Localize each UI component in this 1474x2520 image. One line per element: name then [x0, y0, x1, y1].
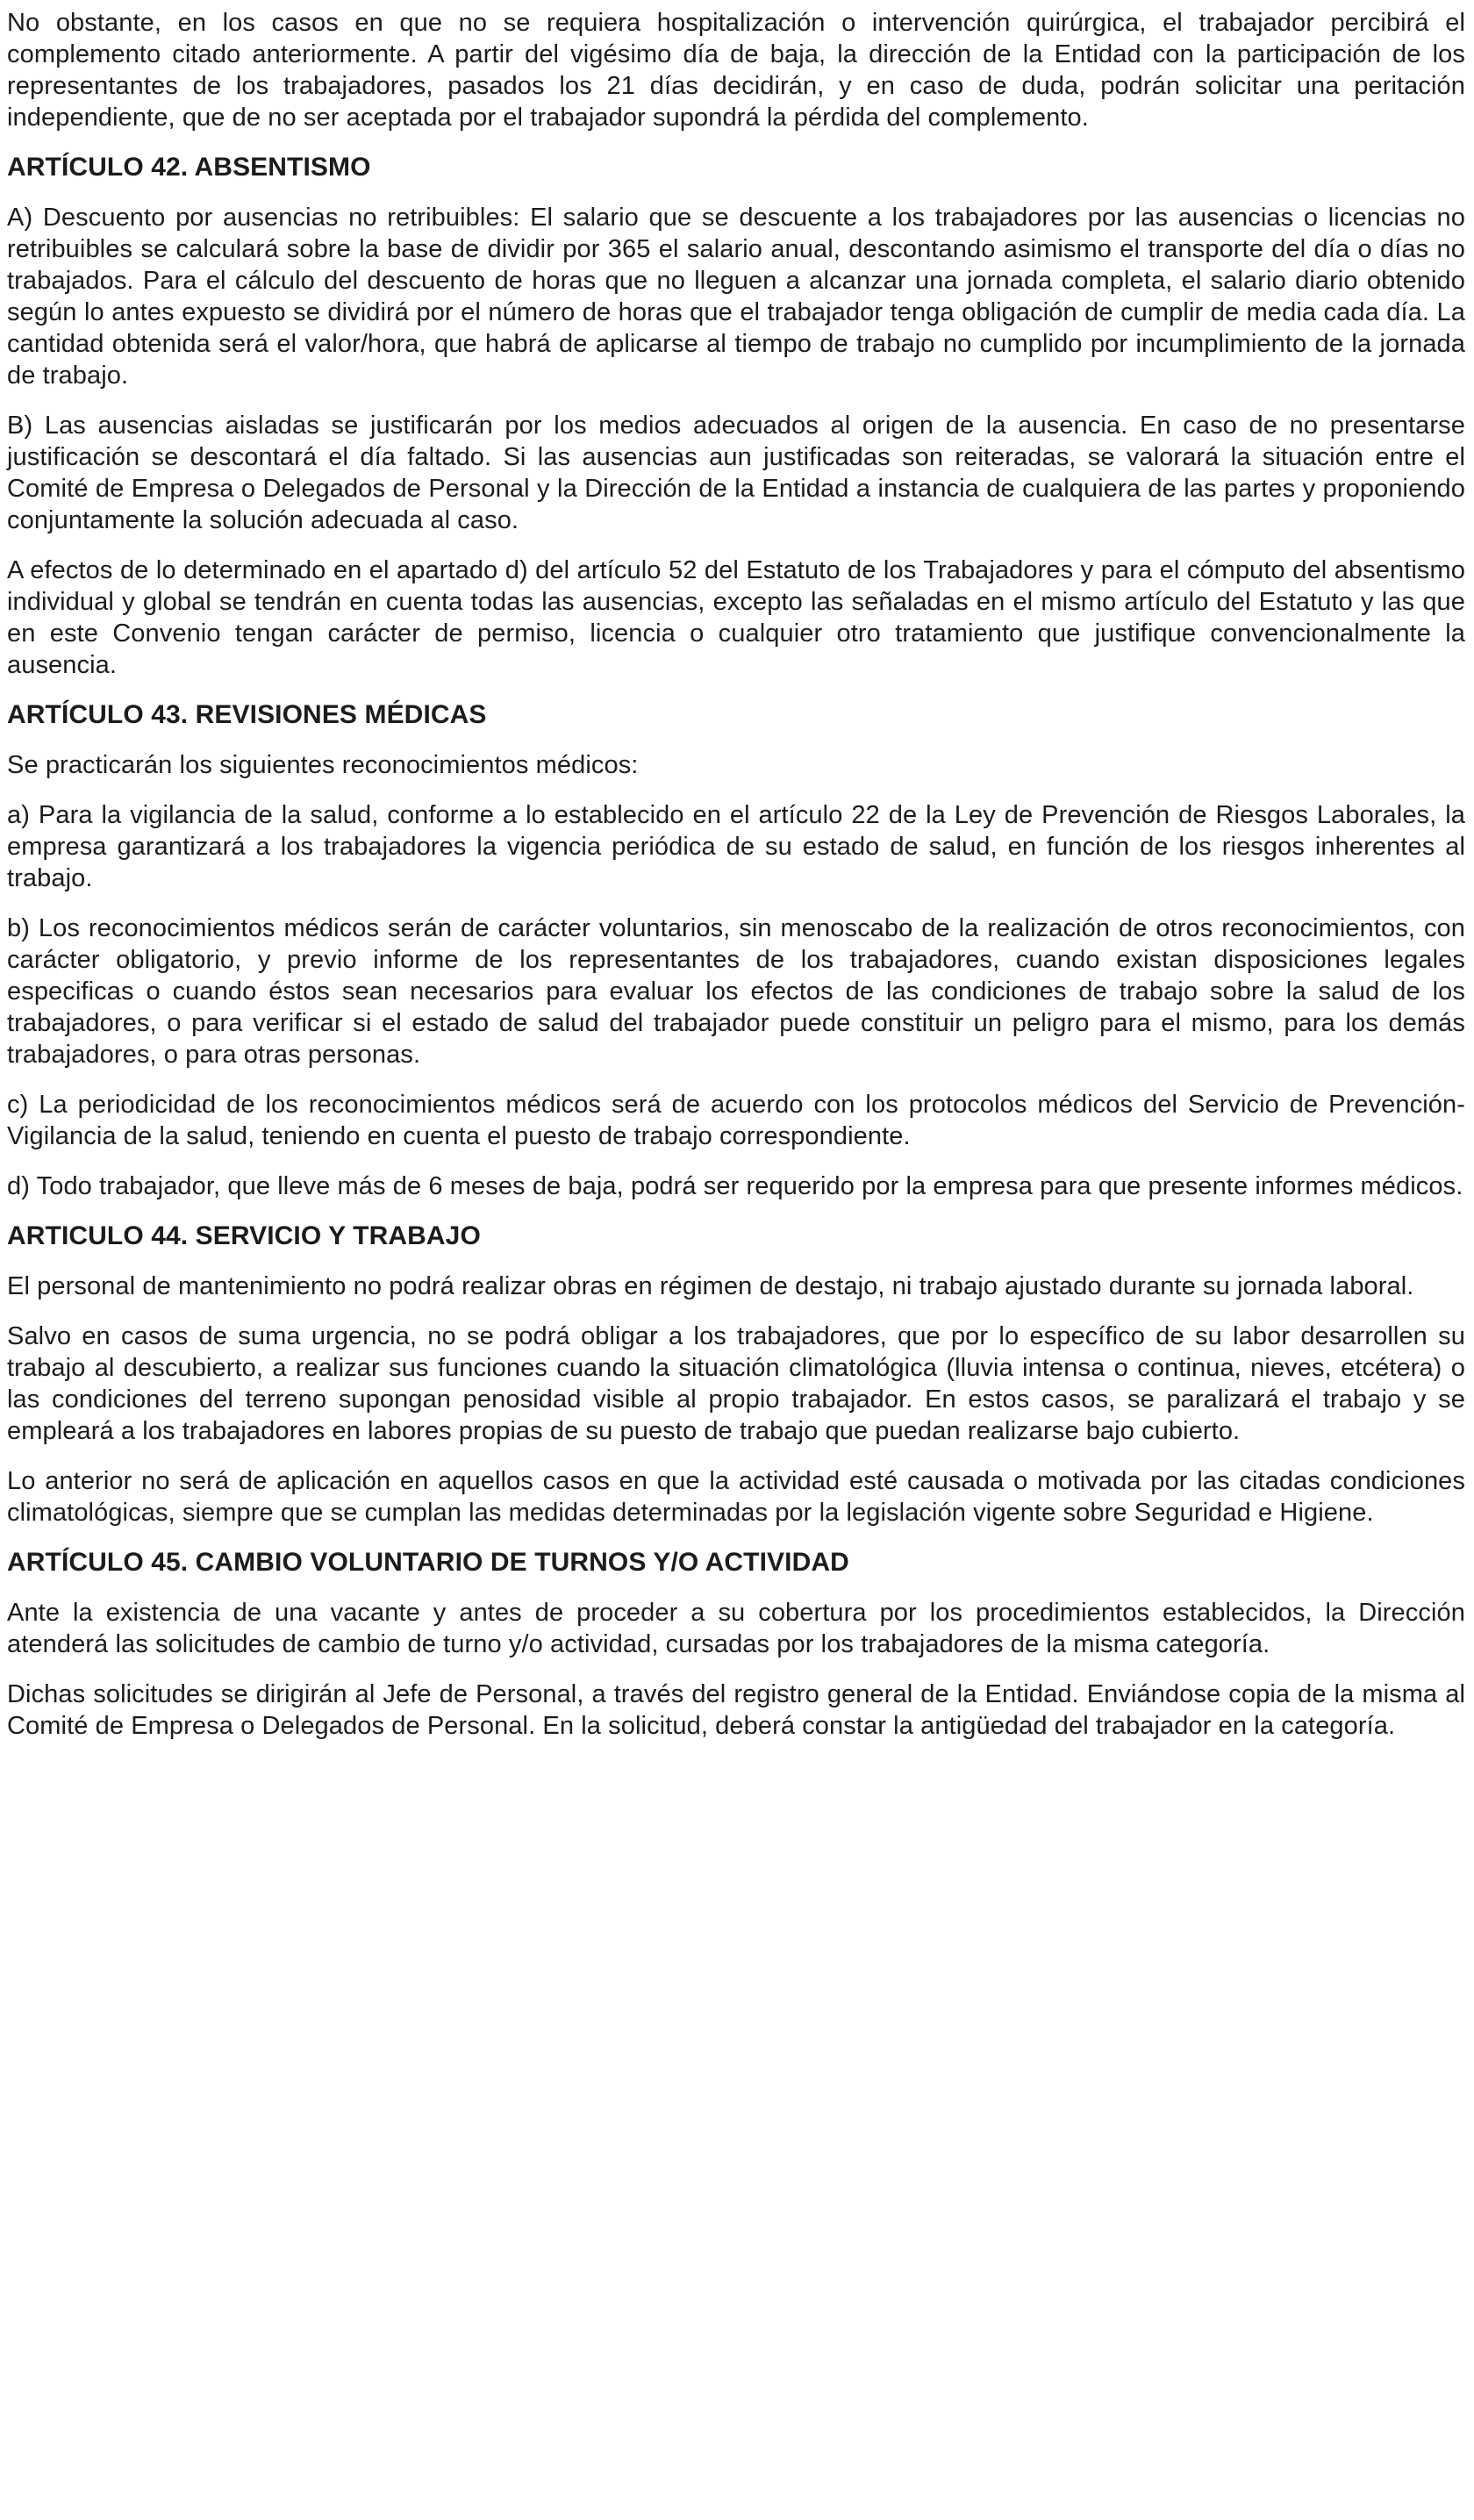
paragraph-absentismo-a: A) Descuento por ausencias no retribuibles: El salario que se descuente a los trabajadores por las ausencias o licencias no retribuibles se calculará sobre la base de dividir por 365 el salario anual, descontando asimismo el transporte del día o días no trabajados. Para el cálculo del descuento de horas que no lleguen a alcanzar una jornada completa, el salario diario obtenido según lo antes expuesto se dividirá por el número de horas que el trabajador tenga obligación de cumplir de media cada día. La cantidad obtenida será el valor/hora, que habrá de aplicarse al tiempo de trabajo no cumplido por incumplimiento de la jornada de trabajo. — [7, 204, 1465, 390]
paragraph-servicio-climatologia: Salvo en casos de suma urgencia, no se podrá obligar a los trabajadores, que por lo específico de su labor desarrollen su trabajo al descubierto, a realizar sus funciones cuando la situación climatológica (lluvia intensa o continua, nieves, etcétera) o las condiciones del terreno supongan penosidad visible al propio trabajador. En estos casos, se paralizará el trabajo y se empleará a los trabajadores en labores propias de su puesto de trabajo que puedan realizarse bajo cubierto. — [7, 1322, 1465, 1445]
paragraph-sick-leave-complement: No obstante, en los casos en que no se requiera hospitalización o intervención quirúrgica, el trabajador percibirá el complemento citado anteriormente. A partir del vigésimo día de baja, la dirección de la Entidad con la participación de los representantes de los trabajadores, pasados los 21 días decidirán, y en caso de duda, podrán solicitar una peritación independiente, que de no ser aceptada por el trabajador supondrá la pérdida del complemento. — [7, 9, 1465, 132]
paragraph-revisiones-c: c) La periodicidad de los reconocimientos médicos será de acuerdo con los protocolos médicos del Servicio de Prevención-Vigilancia de la salud, teniendo en cuenta el puesto de trabajo correspondiente. — [7, 1091, 1465, 1150]
heading-articulo-45-cambio-turnos: ARTÍCULO 45. CAMBIO VOLUNTARIO DE TURNOS Y/O ACTIVIDAD — [7, 1548, 849, 1577]
paragraph-servicio-excepcion: Lo anterior no será de aplicación en aquellos casos en que la actividad esté causada o motivada por las citadas condiciones climatológicas, siempre que se cumplan las medidas determinadas por la legislación vigente sobre Seguridad e Higiene. — [7, 1467, 1465, 1527]
paragraph-servicio-destajo: El personal de mantenimiento no podrá realizar obras en régimen de destajo, ni trabajo ajustado durante su jornada laboral. — [7, 1272, 1414, 1300]
heading-articulo-42-absentismo: ARTÍCULO 42. ABSENTISMO — [7, 153, 371, 182]
heading-articulo-43-revisiones-medicas: ARTÍCULO 43. REVISIONES MÉDICAS — [7, 700, 487, 729]
paragraph-cambio-solicitudes: Dichas solicitudes se dirigirán al Jefe de Personal, a través del registro general de la Entidad. Enviándose copia de la misma al Comité de Empresa o Delegados de Personal. En la solicitud, deberá constar la antigüedad del trabajador en la categoría. — [7, 1680, 1465, 1740]
heading-articulo-44-servicio-trabajo: ARTICULO 44. SERVICIO Y TRABAJO — [7, 1221, 481, 1250]
paragraph-revisiones-a: a) Para la vigilancia de la salud, conforme a lo establecido en el artículo 22 de la Ley de Prevención de Riesgos Laborales, la empresa garantizará a los trabajadores la vigencia periódica de su estado de salud, en función de los riesgos inherentes al trabajo. — [7, 801, 1465, 892]
paragraph-revisiones-b: b) Los reconocimientos médicos serán de carácter voluntarios, sin menoscabo de la realización de otros reconocimientos, con carácter obligatorio, y previo informe de los representantes de los trabajadores, cuando existan disposiciones legales especificas o cuando éstos sean necesarios para evaluar los efectos de las condiciones de trabajo sobre la salud de los trabajadores, o para verificar si el estado de salud del trabajador puede constituir un peligro para el mismo, para los demás trabajadores, o para otras personas. — [7, 914, 1465, 1069]
paragraph-cambio-vacante: Ante la existencia de una vacante y antes de proceder a su cobertura por los procedimientos establecidos, la Dirección atenderá las solicitudes de cambio de turno y/o actividad, cursadas por los trabajadores de la misma categoría. — [7, 1599, 1465, 1658]
paragraph-absentismo-b: B) Las ausencias aisladas se justificarán por los medios adecuados al origen de la ausencia. En caso de no presentarse justificación se descontará el día faltado. Si las ausencias aun justificadas son reiteradas, se valorará la situación entre el Comité de Empresa o Delegados de Personal y la Dirección de la Entidad a instancia de cualquiera de las partes y proponiendo conjuntamente la solución adecuada al caso. — [7, 412, 1465, 534]
paragraph-revisiones-intro: Se practicarán los siguientes reconocimientos médicos: — [7, 751, 639, 779]
paragraph-revisiones-d: d) Todo trabajador, que lleve más de 6 meses de baja, podrá ser requerido por la empresa para que presente informes médicos. — [7, 1172, 1463, 1200]
paragraph-absentismo-computo: A efectos de lo determinado en el apartado d) del artículo 52 del Estatuto de los Trabajadores y para el cómputo del absentismo individual y global se tendrán en cuenta todas las ausencias, excepto las señaladas en el mismo artículo del Estatuto y las que en este Convenio tengan carácter de permiso, licencia o cualquier otro tratamiento que justifique convencionalmente la ausencia. — [7, 556, 1465, 679]
